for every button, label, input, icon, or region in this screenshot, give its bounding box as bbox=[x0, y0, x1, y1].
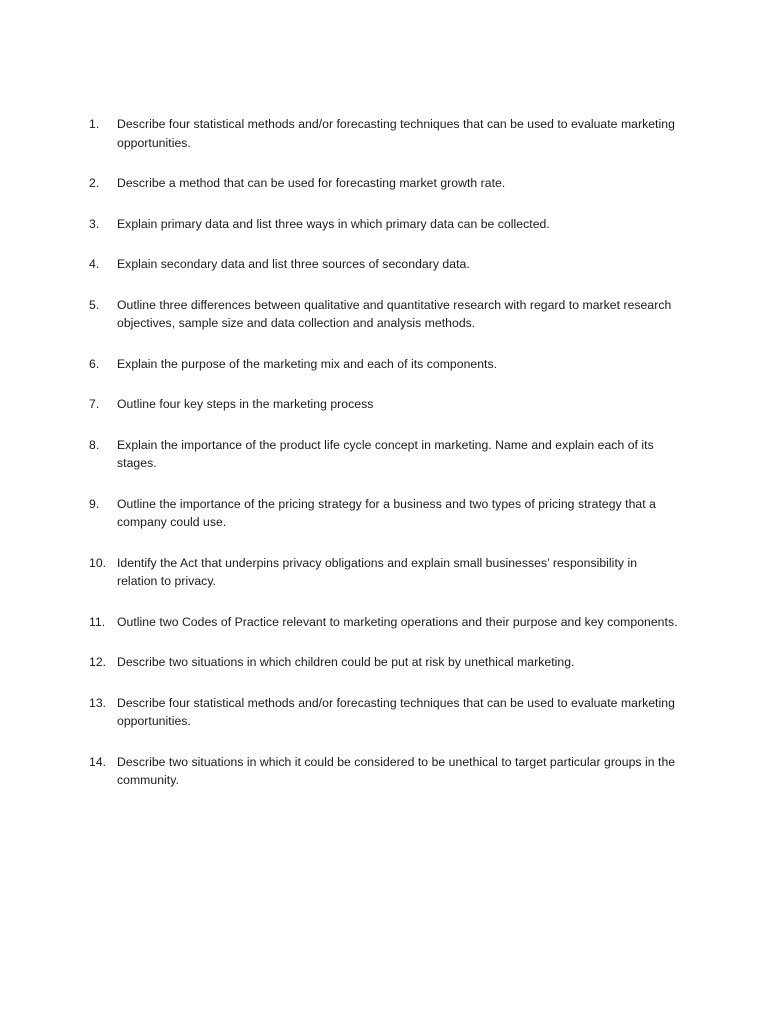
question-text: Describe two situations in which it could be considered to be unethical to target particular groups in the community. bbox=[117, 754, 676, 787]
question-text: Outline the importance of the pricing strategy for a business and two types of pricing strategy that a company could use. bbox=[117, 496, 656, 529]
question-number: 6. bbox=[89, 356, 100, 371]
question-number: 2. bbox=[89, 176, 100, 190]
question-item-12 bbox=[89, 653, 679, 672]
question-item-4 bbox=[89, 255, 679, 274]
question-item-14 bbox=[89, 753, 679, 790]
question-number: 5. bbox=[89, 297, 100, 312]
question-text: Explain the importance of the product life cycle concept in marketing. Name and explain each of its stages. bbox=[117, 437, 654, 470]
question-item-10 bbox=[89, 554, 679, 591]
question-text: Explain the purpose of the marketing mix and each of its components. bbox=[117, 356, 498, 371]
question-number: 8. bbox=[89, 437, 100, 452]
question-text: Describe four statistical methods and/or forecasting techniques that can be used to evaluate marketing opportunities. bbox=[117, 117, 675, 150]
question-number: 13. bbox=[89, 695, 107, 710]
question-item-9 bbox=[89, 495, 679, 532]
question-item-7 bbox=[89, 395, 679, 414]
question-item-8 bbox=[89, 436, 679, 473]
question-item-13 bbox=[89, 694, 679, 731]
question-number: 12. bbox=[89, 655, 107, 669]
question-number: 1. bbox=[89, 117, 100, 131]
question-number: 11. bbox=[89, 614, 106, 629]
question-item-1 bbox=[89, 115, 679, 152]
question-text: Describe a method that can be used for forecasting market growth rate. bbox=[117, 176, 506, 190]
question-item-2 bbox=[89, 174, 679, 193]
question-text: Outline three differences between qualitative and quantitative research with regard to market research objectives, sample size and data collection and analysis methods. bbox=[117, 297, 672, 330]
question-item-11 bbox=[89, 613, 679, 632]
question-text: Describe four statistical methods and/or forecasting techniques that can be used to evaluate marketing opportunities. bbox=[117, 695, 675, 728]
question-item-5 bbox=[89, 296, 679, 333]
question-item-3 bbox=[89, 215, 679, 234]
question-number: 9. bbox=[89, 496, 100, 511]
question-number: 7. bbox=[89, 397, 100, 411]
question-text: Explain primary data and list three ways in which primary data can be collected. bbox=[117, 216, 550, 231]
question-number: 3. bbox=[89, 216, 100, 231]
question-text: Outline four key steps in the marketing process bbox=[117, 397, 374, 411]
question-text: Identify the Act that underpins privacy obligations and explain small businesses’ responsibility in relation to privacy. bbox=[117, 555, 638, 588]
question-item-6 bbox=[89, 355, 679, 374]
question-number: 14. bbox=[89, 754, 107, 769]
question-number: 4. bbox=[89, 257, 100, 271]
question-text: Explain secondary data and list three sources of secondary data. bbox=[117, 257, 470, 271]
question-number: 10. bbox=[89, 555, 107, 570]
question-list bbox=[89, 115, 679, 812]
question-text: Outline two Codes of Practice relevant to marketing operations and their purpose and key components. bbox=[117, 614, 678, 629]
question-text: Describe two situations in which children could be put at risk by unethical marketing. bbox=[117, 655, 575, 669]
